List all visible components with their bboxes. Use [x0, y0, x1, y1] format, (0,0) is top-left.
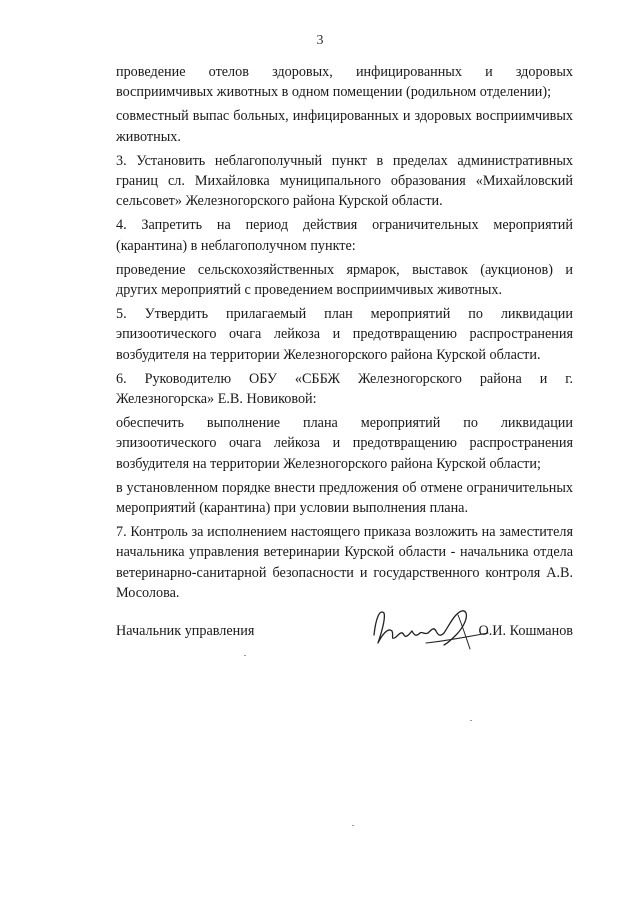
paragraph: обеспечить выполнение плана мероприятий по ликвидации эпизоотического очага лейкоза и предотвращению распространения возбудителя на территории Железногорского района Курской области;	[116, 415, 573, 472]
paragraph: 7. Контроль за исполнением настоящего приказа возложить на заместителя начальника управления ветеринарии Курской области - начальника отдела ветеринарно-санитарной безопасности и государственного контроля А.В. Мосолова.	[116, 524, 573, 601]
signatory-name: О.И. Кошманов	[478, 623, 573, 639]
paragraph: совместный выпас больных, инфицированных и здоровых восприимчивых животных.	[116, 108, 573, 145]
paragraph: 5. Утвердить прилагаемый план мероприятий по ликвидации эпизоотического очага лейкоза и предотвращению распространения возбудителя на территории Железногорского района Курской области.	[116, 306, 573, 363]
page-number: 3	[316, 33, 324, 48]
handwritten-signature	[366, 597, 496, 657]
scan-speck	[244, 655, 246, 656]
document-body	[116, 62, 573, 607]
paragraph: 4. Запретить на период действия ограничительных мероприятий (карантина) в неблагополучном пункте:	[116, 217, 573, 254]
signatory-title: Начальник управления	[116, 623, 255, 639]
scan-speck	[470, 720, 472, 721]
paragraph: 3. Установить неблагополучный пункт в пределах административных границ сл. Михайловка муниципального образования «Михайловский сельсовет» Железногорского района Курской области.	[116, 152, 573, 210]
paragraph: 6. Руководителю ОБУ «СББЖ Железногорского района и г. Железногорска» Е.В. Новиковой:	[116, 370, 573, 408]
scan-speck	[352, 825, 354, 826]
paragraph: проведение отелов здоровых, инфицированных и здоровых восприимчивых животных в одном помещении (родильном отделении);	[116, 64, 573, 101]
paragraph: проведение сельскохозяйственных ярмарок, выставок (аукционов) и других мероприятий с проведением восприимчивых животных.	[116, 261, 573, 299]
signature-block	[116, 605, 573, 665]
paragraph: в установленном порядке внести предложения об отмене ограничительных мероприятий (карантина) при условии выполнения плана.	[116, 479, 573, 517]
